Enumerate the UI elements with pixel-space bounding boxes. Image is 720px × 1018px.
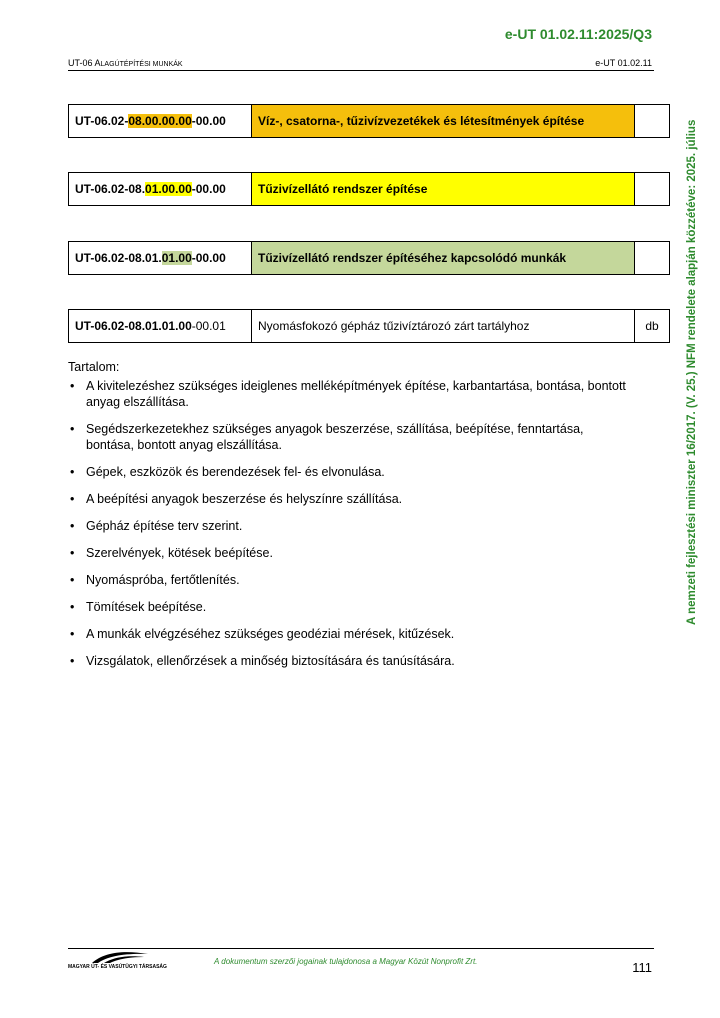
description-cell: Tűzivízellátó rendszer építése	[252, 173, 635, 206]
unit-cell	[635, 105, 670, 138]
code-row-level-1	[68, 104, 670, 138]
footer-divider	[68, 948, 654, 949]
header-first-letter: A	[94, 58, 101, 68]
code-highlight: 08.00.00.00	[128, 114, 192, 128]
document-id: e-UT 01.02.11:2025/Q3	[504, 26, 652, 42]
header-prefix: UT-06	[68, 58, 95, 68]
list-item: • Nyomáspróba, fertőtlenítés.	[68, 572, 628, 588]
list-item: • Tömítések beépítése.	[68, 599, 628, 615]
code-row-item	[68, 309, 670, 343]
code-cell: UT-06.02-08.00.00.00-00.00	[69, 105, 252, 138]
code-highlight: 01.00.00	[145, 182, 192, 196]
description-cell: Nyomásfokozó gépház tűzivíztározó zárt tartályhoz	[252, 310, 635, 343]
page-number: 111	[632, 960, 652, 975]
logo-text: MAGYAR ÚT- ÉS VASÚTÜGYI TÁRSASÁG	[68, 964, 167, 970]
header-divider	[68, 70, 654, 71]
list-item: • Segédszerkezetekhez szükséges anyagok beszerzése, szállítása, beépítése, fenntartása, bontása, bontott anyag elszállítása.	[68, 421, 628, 453]
header-rest: LAGÚTÉPÍTÉSI MUNKÁK	[100, 61, 183, 68]
copyright-notice: A dokumentum szerzői jogainak tulajdonosa a Magyar Közút Nonprofit Zrt.	[214, 957, 478, 966]
description-cell: Tűzivízellátó rendszer építéséhez kapcsolódó munkák	[252, 242, 635, 275]
content-label: Tartalom:	[68, 360, 120, 374]
unit-cell: db	[635, 310, 670, 343]
code-row-level-2	[68, 172, 670, 206]
code-cell: UT-06.02-08.01.00.00-00.00	[69, 173, 252, 206]
list-item: • Szerelvények, kötések beépítése.	[68, 545, 628, 561]
code-cell: UT-06.02-08.01.01.00-00.00	[69, 242, 252, 275]
code-highlight: 01.00	[161, 251, 192, 265]
content-list	[68, 378, 628, 680]
header-section-title	[68, 58, 183, 68]
list-item: • Gépek, eszközök és berendezések fel- és elvonulása.	[68, 464, 628, 480]
organization-logo	[68, 950, 168, 974]
list-item: • A kivitelezéshez szükséges ideiglenes melléképítmények építése, karbantartása, bontása, bontott anyag elszállítása.	[68, 378, 628, 410]
list-item: • A munkák elvégzéséhez szükséges geodéziai mérések, kitűzések.	[68, 626, 628, 642]
road-swoosh-icon	[90, 950, 150, 964]
publication-side-note: A nemzeti fejlesztési miniszter 16/2017. (V. 25.) NFM rendelete alapján közzétéve: 2025. július	[686, 119, 698, 625]
code-cell: UT-06.02-08.01.01.00-00.01	[69, 310, 252, 343]
unit-cell	[635, 173, 670, 206]
list-item: • Vizsgálatok, ellenőrzések a minőség biztosítására és tanúsítására.	[68, 653, 628, 669]
list-item: • Gépház építése terv szerint.	[68, 518, 628, 534]
header-doc-ref: e-UT 01.02.11	[595, 58, 652, 68]
code-row-level-3	[68, 241, 670, 275]
list-item: • A beépítési anyagok beszerzése és helyszínre szállítása.	[68, 491, 628, 507]
description-cell: Víz-, csatorna-, tűzivízvezetékek és létesítmények építése	[252, 105, 635, 138]
unit-cell	[635, 242, 670, 275]
